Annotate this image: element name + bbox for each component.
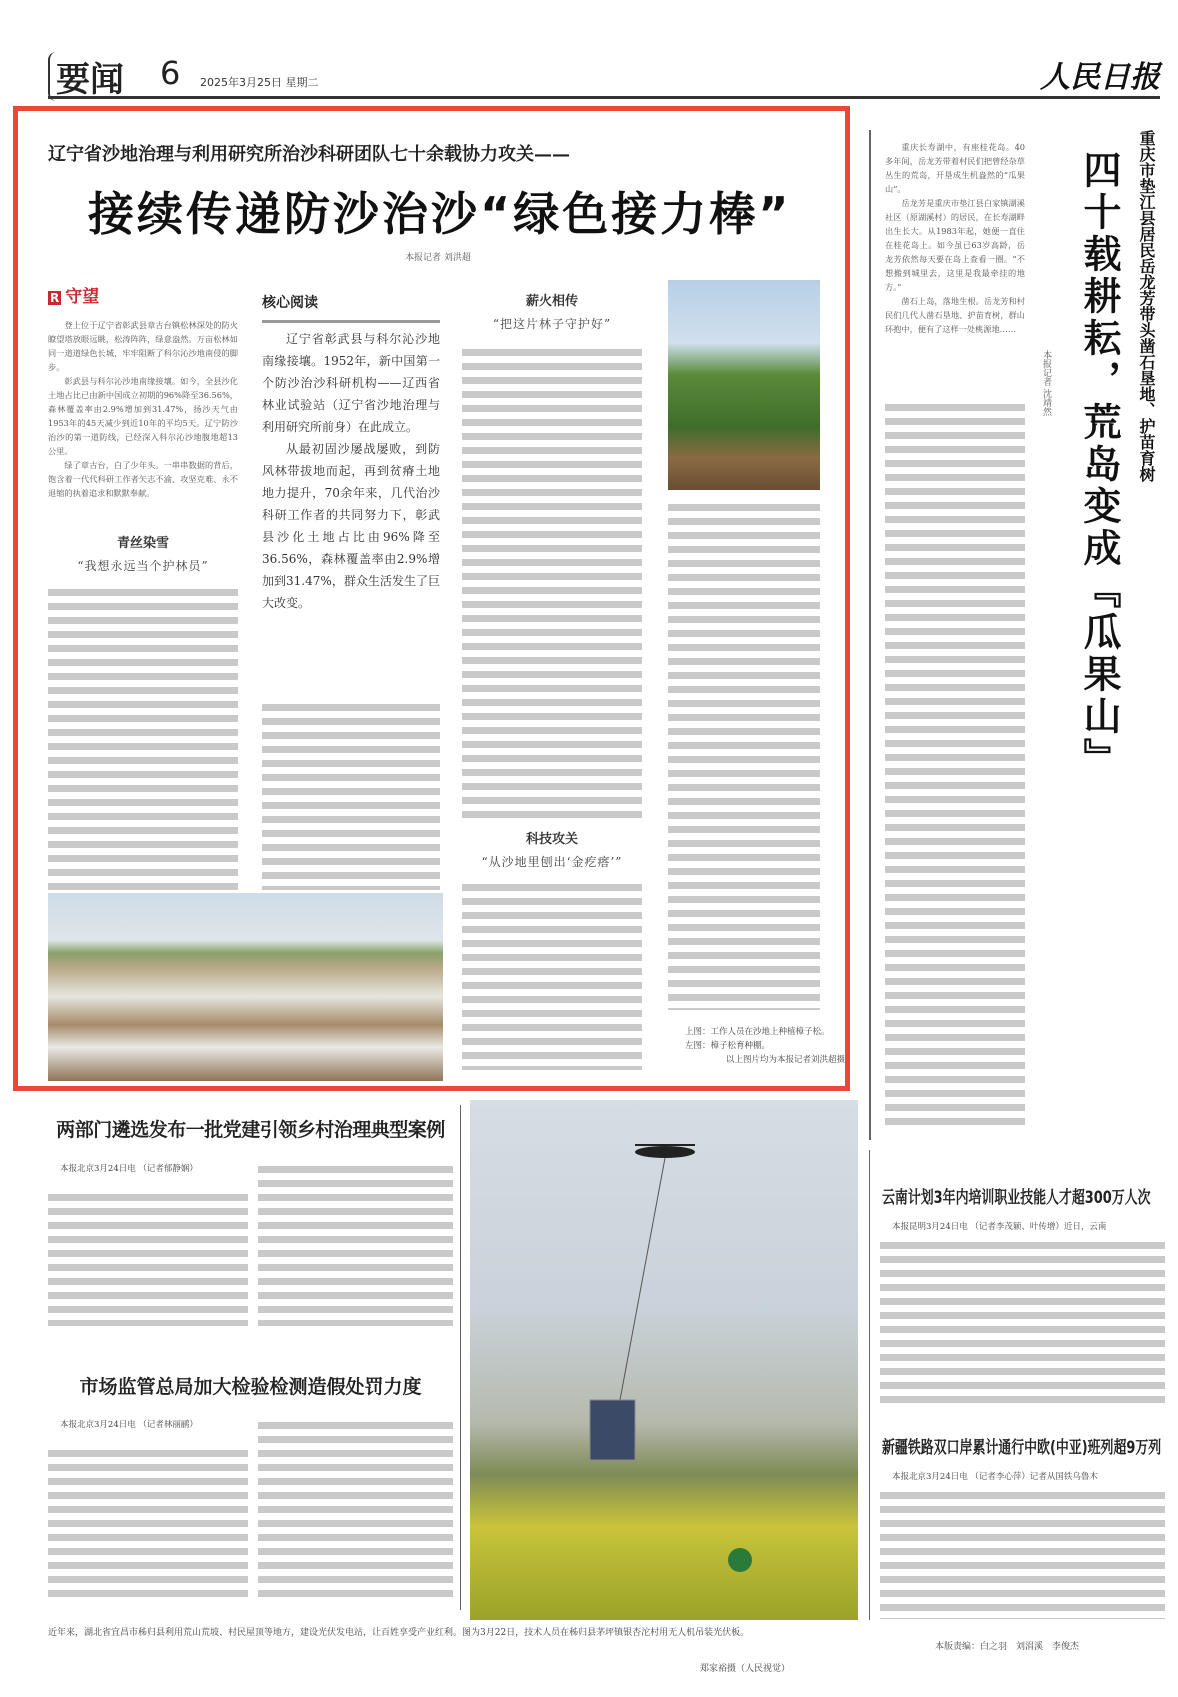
paragraph: 凿石上岛，落地生根。岳龙芳和村民们几代人凿石垦地、护苗育树，群山环抱中，便有了这样一处桃源地…… [885,296,1025,334]
body-text-block [262,700,440,890]
section-title: 守望 [65,287,100,307]
photo-credit: 郑家裕摄（人民视觉） [700,1664,791,1674]
body-text-block [668,500,820,1010]
core-paragraph: 辽宁省彰武县与科尔沁沙地南缘接壤。1952年，新中国第一个防沙治沙科研机构——辽西省林业试验站（辽宁省沙地治理与利用研究所前身）在此成立。 [262,332,440,434]
paragraph: 岳龙芳是重庆市垫江县白家镇湖溪社区（原湖溪村）的居民，在长寿湖畔出生长大。从1983年起，她便一直住在桂花岛上。如今虽已63岁高龄，岳龙芳依然每天要在岛上查看一圈。“不想搬到城里去，这里是我最牵挂的地方。” [885,198,1025,292]
photo-credit: 以上图片均为本报记者刘洪超摄 [725,1055,845,1065]
news-headline: 市场监管总局加大检验检测造假处罚力度 [79,1376,422,1398]
tether-line [620,1158,665,1400]
paragraph: 彰武县与科尔沁沙地南缘接壤。如今，全县沙化土地占比已由新中国成立初期的96%降至36.56%，森林覆盖率由2.9%增加到31.47%，扬沙天气由1953年的45天减少到近10年的平均5天。辽宁防沙治沙的第一道防线，已经深入科尔沁沙地腹地超13公里。 [48,376,238,456]
r-badge-icon: R [50,291,60,305]
body-text-block [48,1190,248,1326]
side-kicker: 重庆市垫江县居民岳龙芳带头凿石垦地、护苗育树 [1137,130,1156,482]
solar-panel [590,1400,635,1460]
news-dateline: 本报北京3月24日电 （记者郁静娴） [60,1164,198,1174]
core-reading-title: 核心阅读 [262,292,440,323]
subheading: 薪火相传 [525,294,578,309]
masthead-rule [48,96,1160,99]
article-byline: 本报记者 刘洪超 [405,253,471,263]
photo-drone-solar-panel [470,1100,858,1620]
section-heading-watch [48,282,99,307]
newspaper-logo: 人民日报 [1040,60,1160,95]
drone-scene-illustration [470,1100,858,1620]
subheading: 青丝染雪 [116,536,169,551]
core-paragraph: 从最初固沙屡战屡败，到防风林带拔地而起，再到贫瘠土地地力提升，70余年来，几代治沙科研工作者的共同努力下，彰武县沙化土地占比由96%降至36.56%，森林覆盖率由2.9%增加到31.47%，群众生活发生了巨大改变。 [262,442,440,610]
news-dateline: 本报北京3月24日电 （记者李心萍）记者从国铁乌鲁木 [892,1472,1098,1482]
subheading-quote: “从沙地里刨出‘金疙瘩’” [481,855,623,869]
body-text-block [462,880,642,1070]
column-divider [460,1105,461,1610]
body-text-block [880,1488,1165,1619]
side-headline: 四十载耕耘，荒岛变成『瓜果山』 [1077,150,1121,780]
body-text-block [258,1162,453,1326]
page-number: 6 [160,54,181,92]
article-headline: 接续传递防沙治沙“绿色接力棒” [88,187,792,241]
photo-caption: 近年来，湖北省宜昌市秭归县利用荒山荒坡、村民屋顶等地方，建设光伏发电站，让百姓享受产业红利。图为3月22日，技术人员在秭归县茅坪镇银杏沱村用无人机吊装光伏板。 [48,1628,750,1638]
technician [728,1548,752,1572]
side-body-text [885,400,1025,1130]
news-headline: 云南计划3年内培训职业技能人才超300万人次 [882,1188,1151,1208]
drone-icon [635,1145,695,1158]
issue-date: 2025年3月25日 星期二 [200,76,319,89]
column-divider [869,130,871,1140]
news-headline: 新疆铁路双口岸累计通行中欧(中亚)班列超9万列 [882,1438,1162,1458]
page-editors: 本版责编：白之羽 刘涓溪 李俊杰 [935,1642,1080,1652]
paragraph: 重庆长寿湖中，有座桂花岛。40多年间，岳龙芳带着村民们把曾经杂草丛生的荒岛，开垦成生机盎然的“瓜果山”。 [885,142,1025,194]
column-divider [869,1150,870,1620]
news-dateline: 本报北京3月24日电 （记者林丽鹂） [60,1420,198,1430]
photo-seedling-greenhouse [48,893,443,1081]
news-dateline: 本报昆明3月24日电 （记者李茂颖、叶传增）近日，云南 [892,1222,1107,1232]
section-name: 要闻 [48,52,124,101]
subheading-quote: “我想永远当个护林员” [77,559,209,573]
body-text-block [48,585,238,890]
subheading: 科技攻关 [525,832,578,847]
body-text-block [462,345,642,820]
body-text-block [258,1418,453,1597]
paragraph: 绿了章古台，白了少年头。一串串数据的背后，饱含着一代代科研工作者矢志不渝、攻坚克难、永不退缩的执着追求和默默奉献。 [48,460,238,498]
paragraph: 登上位于辽宁省彰武县章古台镇松林深处的防火瞭望塔放眼远眺，松涛阵阵，绿意盎然。万亩松林如同一道道绿色长城，牢牢阻断了科尔沁沙地南侵的脚步。 [48,320,238,372]
body-text-block [880,1238,1165,1409]
body-text-block [48,1446,248,1597]
photo-caption: 左图：樟子松育种棚。 [685,1041,771,1051]
photo-planting-pines [668,280,820,490]
side-byline: 本报记者 沈靖然 [1041,350,1051,416]
article-kicker: 辽宁省沙地治理与利用研究所治沙科研团队七十余载协力攻关—— [48,144,570,165]
photo-caption: 上图：工作人员在沙地上种植樟子松。 [685,1027,830,1037]
news-headline: 两部门遴选发布一批党建引领乡村治理典型案例 [56,1119,445,1141]
subheading-quote: “把这片林子守护好” [492,317,612,331]
